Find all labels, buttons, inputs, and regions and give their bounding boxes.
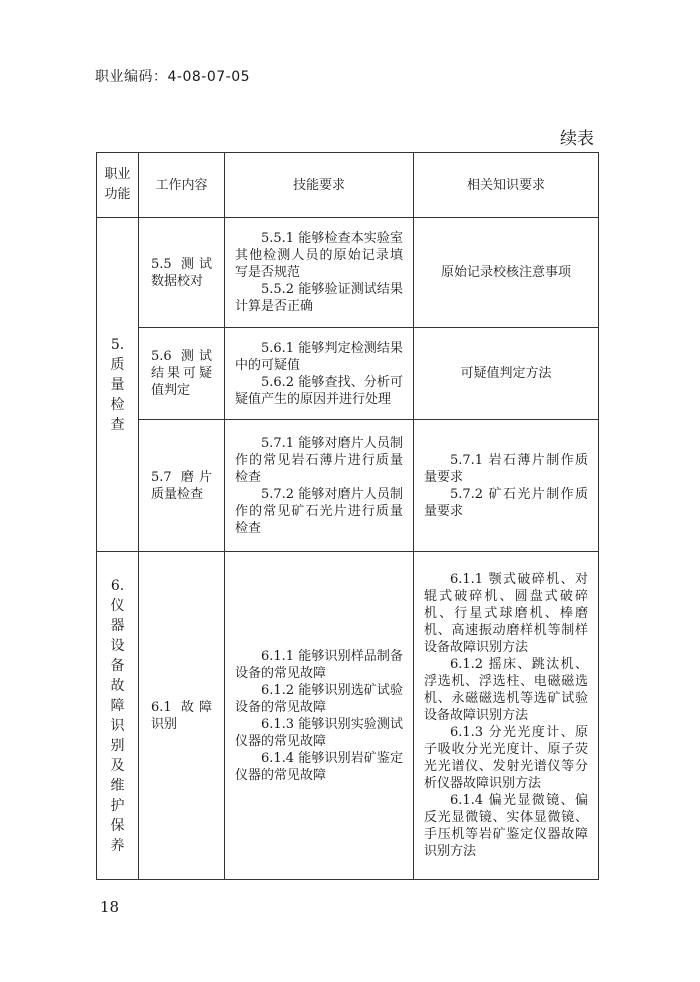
skill-cell	[225, 218, 414, 328]
skill-item: 5.6.2 能够查找、分析可疑值产生的原因并进行处理	[235, 374, 403, 407]
skill-cell	[225, 328, 414, 420]
work-content-cell: 5.7 磨片质量检查	[139, 420, 225, 552]
table-row	[97, 218, 599, 328]
work-content-cell: 5.5 测试数据校对	[139, 218, 225, 328]
continued-label: 续表	[560, 129, 594, 149]
skill-item: 5.5.2 能够验证测试结果计算是否正确	[235, 282, 403, 314]
header-skill-requirements: 技能要求	[225, 153, 414, 218]
skill-item: 6.1.3 能够识别实验测试仪器的常见故障	[235, 716, 403, 749]
skill-cell	[225, 420, 414, 552]
function-cell-quality-check	[97, 218, 139, 552]
table-row	[97, 552, 599, 880]
skill-item: 5.7.2 能够对磨片人员制作的常见矿石光片进行质量检查	[235, 486, 403, 536]
knowledge-item: 原始记录校核注意事项	[440, 265, 571, 280]
occupation-code: 职业编码：4-08-07-05	[95, 69, 251, 85]
skill-item: 6.1.1 能够识别样品制备设备的常见故障	[235, 648, 403, 681]
table-header-row	[97, 153, 599, 218]
knowledge-item: 5.7.2 矿石光片制作质量要求	[424, 486, 588, 519]
work-content-cell: 5.6 测试结果可疑值判定	[139, 328, 225, 420]
skill-item: 6.1.2 能够识别选矿试验设备的常见故障	[235, 682, 403, 715]
work-content-cell: 6.1 故障识别	[139, 552, 225, 880]
knowledge-item: 5.7.1 岩石薄片制作质量要求	[424, 452, 588, 485]
knowledge-item: 6.1.3 分光光度计、原子吸收分光光度计、原子荧光光谱仪、发射光谱仪等分析仪器故障识别方法	[424, 725, 588, 791]
header-work-content: 工作内容	[139, 153, 225, 218]
knowledge-item: 可疑值判定方法	[460, 366, 552, 381]
knowledge-cell	[414, 420, 599, 552]
knowledge-cell	[414, 552, 599, 880]
header-knowledge-requirements: 相关知识要求	[414, 153, 599, 218]
header-function: 职业 功能	[97, 153, 139, 218]
table-row	[97, 420, 599, 552]
skill-item: 6.1.4 能够识别岩矿鉴定仪器的常见故障	[235, 750, 403, 783]
knowledge-item: 6.1.1 颚式破碎机、对辊式破碎机、圆盘式破碎机、行星式球磨机、棒磨机、高速振动磨样机等制样设备故障识别方法	[424, 572, 588, 655]
function-cell-fault-identification	[97, 552, 139, 880]
knowledge-item: 6.1.2 摇床、跳汰机、浮选机、浮选柱、电磁磁选机、永磁磁选机等选矿试验设备故障识别方法	[424, 657, 588, 723]
knowledge-item: 6.1.4 偏光显微镜、偏反光显微镜、实体显微镜、手压机等岩矿鉴定仪器故障识别方法	[424, 793, 588, 859]
skill-item: 5.6.1 能够判定检测结果中的可疑值	[235, 340, 403, 373]
function-label: 5. 质 量 检 查	[110, 336, 125, 433]
function-label: 6. 仪 器 设 备 故 障 识 别 及 维 护 保 养	[110, 577, 125, 854]
skill-cell	[225, 552, 414, 880]
page-number: 18	[100, 898, 120, 916]
knowledge-cell	[414, 328, 599, 420]
skill-item: 5.7.1 能够对磨片人员制作的常见岩石薄片进行质量检查	[235, 435, 403, 485]
skills-table	[96, 152, 599, 880]
table-row	[97, 328, 599, 420]
skill-item: 5.5.1 能够检查本实验室其他检测人员的原始记录填写是否规范	[235, 231, 403, 280]
knowledge-cell	[414, 218, 599, 328]
